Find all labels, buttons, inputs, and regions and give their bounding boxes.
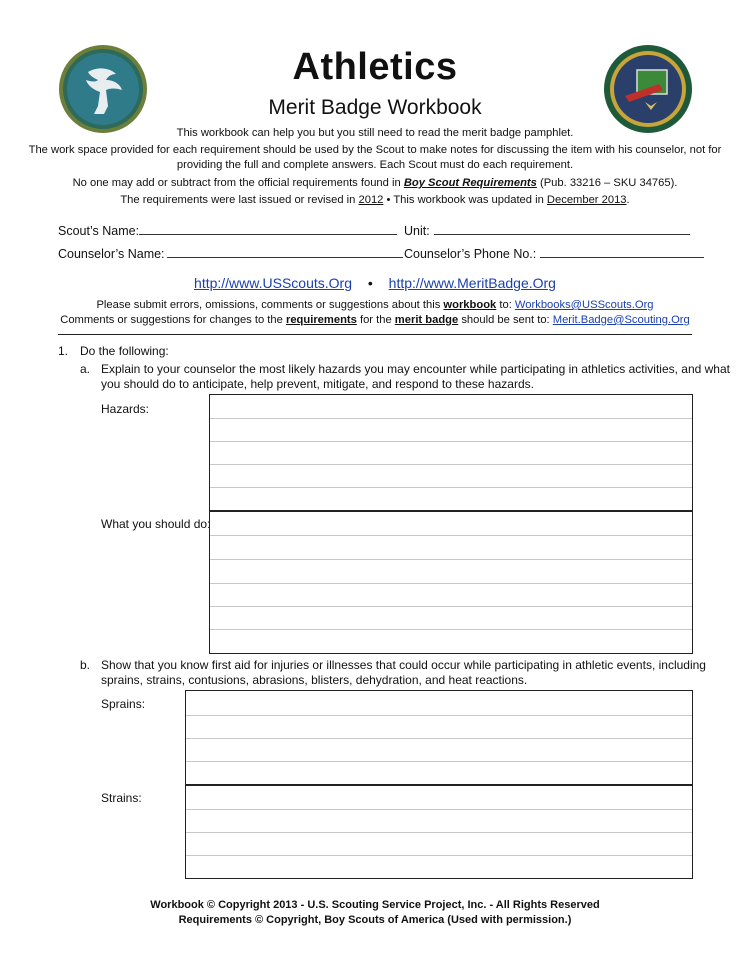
- what-you-should-do-label: What you should do:: [101, 517, 211, 531]
- section-divider: [58, 334, 692, 335]
- sprains-label: Sprains:: [101, 697, 146, 711]
- submit-line-2: Comments or suggestions for changes to the requirements for the merit badge should be sent to: Merit.Badge@Scouting.Org: [60, 314, 690, 326]
- intro-line-3: providing the full and complete answers. Each Scout must do each requirement.: [176, 159, 574, 171]
- hazards-label: Hazards:: [101, 402, 150, 416]
- intro-line-4: No one may add or subtract from the official requirements found in Boy Scout Requirements (Pub. 33216 – SKU 34765).: [72, 177, 678, 189]
- footer-copyright-workbook: Workbook © Copyright 2013 - U.S. Scouting Service Project, Inc. - All Rights Reserved: [150, 899, 600, 911]
- requirement-1b-text-1: Show that you know first aid for injuries or illnesses that could occur while participating in athletic events, including: [101, 658, 706, 672]
- counselor-name-field[interactable]: Counselor’s Name:: [58, 245, 403, 261]
- requirement-1b-letter: b.: [80, 658, 91, 672]
- boy-scout-requirements-ref: Boy Scout Requirements: [403, 177, 537, 189]
- merit-badge-email-link[interactable]: Merit.Badge@Scouting.Org: [552, 314, 690, 326]
- intro-line-1: This workbook can help you but you still need to read the merit badge pamphlet.: [176, 127, 574, 139]
- intro-line-2: The work space provided for each requirement should be used by the Scout to make notes for discussing the item with his counselor, not for: [28, 144, 722, 156]
- strains-label: Strains:: [101, 791, 142, 805]
- requirement-1a-text-2: you should do to anticipate, help prevent, mitigate, and respond to these hazards.: [101, 377, 534, 391]
- submit-line-1: Please submit errors, omissions, comments or suggestions about this workbook to: Workbooks@USScouts.Org: [96, 299, 654, 311]
- requirement-1-number: 1.: [58, 344, 69, 358]
- unit-field[interactable]: Unit:: [404, 222, 690, 238]
- usscouts-link[interactable]: http://www.USScouts.Org: [194, 275, 352, 291]
- requirement-1a-letter: a.: [80, 362, 91, 376]
- workbooks-email-link[interactable]: Workbooks@USScouts.Org: [514, 299, 654, 311]
- hazards-writing-box[interactable]: [209, 394, 693, 512]
- requirement-1a-text-1: Explain to your counselor the most likely hazards you may encounter while participating in athletics activities, and what: [101, 362, 730, 376]
- footer-copyright-requirements: Requirements © Copyright, Boy Scouts of America (Used with permission.): [178, 914, 572, 926]
- requirement-1-text: Do the following:: [80, 344, 169, 358]
- meritbadge-link[interactable]: http://www.MeritBadge.Org: [388, 275, 556, 291]
- counselor-phone-field[interactable]: Counselor’s Phone No.:: [404, 245, 704, 261]
- sprains-writing-box[interactable]: [185, 690, 693, 786]
- page-title: Athletics: [292, 46, 458, 88]
- scout-name-field[interactable]: Scout’s Name:: [58, 222, 397, 238]
- strains-writing-box[interactable]: [185, 784, 693, 879]
- website-links: http://www.USScouts.Org • http://www.MeritBadge.Org: [194, 275, 556, 291]
- requirement-1b-text-2: sprains, strains, contusions, abrasions, blisters, dehydration, and heat reactions.: [101, 673, 528, 687]
- page-subtitle: Merit Badge Workbook: [268, 96, 482, 119]
- intro-line-5: The requirements were last issued or revised in 2012 • This workbook was updated in December 2013.: [120, 194, 630, 206]
- what-you-should-do-writing-box[interactable]: [209, 510, 693, 654]
